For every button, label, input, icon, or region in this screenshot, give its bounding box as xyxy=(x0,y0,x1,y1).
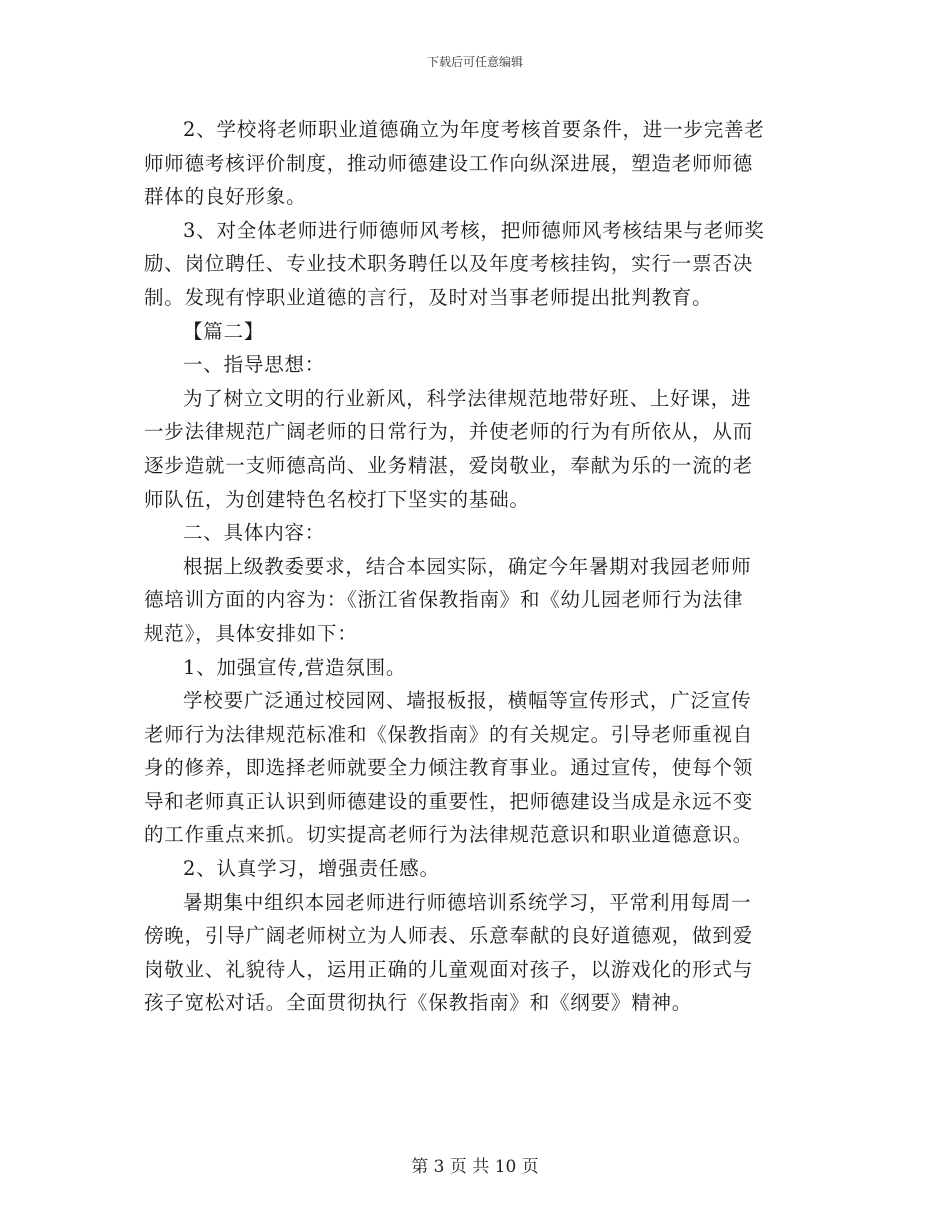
section-heading-part-two: 【篇二】 xyxy=(183,319,265,343)
paragraph-study: 暑期集中组织本园老师进行师德培训系统学习，平常利用每周一 傍晚，引导广阔老师树立为人师表、乐意奉献的良好道德观，做到爱 岗敬业、礼貌待人，运用正确的儿童观面对孩子，以游戏化的形式与 孩子宽松对话。全面贯彻执行《保教指南》和《纲要》精神。 xyxy=(144,890,754,1015)
document-body xyxy=(144,113,809,1020)
item-heading-promotion: 1、加强宣传,营造氛围。 xyxy=(183,655,407,679)
item-heading-study: 2、认真学习，增强责任感。 xyxy=(183,857,440,881)
download-note: 下载后可任意编辑 xyxy=(426,55,523,69)
page-indicator: 第 3 页 共 10 页 xyxy=(411,1157,539,1177)
paragraph-training-content: 根据上级教委要求，结合本园实际，确定今年暑期对我园老师师 德培训方面的内容为：《浙江省保教指南》和《幼儿园老师行为法律 规范》，具体安排如下： xyxy=(144,554,752,645)
subheading-specific-content: 二、具体内容： xyxy=(183,521,326,545)
subheading-guiding-thought: 一、指导思想： xyxy=(183,353,326,377)
paragraph-guiding-thought: 为了树立文明的行业新风，科学法律规范地带好班、上好课，进 一步法律规范广阔老师的日常行为，并使老师的行为有所依从，从而 逐步造就一支师德高尚、业务精湛，爱岗敬业，奉献为乐的一流的老 师队伍，为创建特色名校打下坚实的基础。 xyxy=(144,386,754,511)
paragraph-teacher-ethics-assessment: 2、学校将老师职业道德确立为年度考核首要条件，进一步完善老 师师德考核评价制度，推动师德建设工作向纵深进展，塑造老师师德 群体的良好形象。 xyxy=(144,118,765,209)
paragraph-promotion: 学校要广泛通过校园网、墙报板报，横幅等宣传形式，广泛宣传 老师行为法律规范标准和《保教指南》的有关规定。引导老师重视自 身的修养，即选择老师就要全力倾注教育事业。通过宣传，使每个领 导和老师真正认识到师德建设的重要性，把师德建设当成是永远不变 的工作重点来抓。切实提高老师行为法律规范意识和职业道德意识。 xyxy=(144,689,754,847)
paragraph-ethics-evaluation: 3、对全体老师进行师德师风考核，把师德师风考核结果与老师奖 励、岗位聘任、专业技术职务聘任以及年度考核挂钩，实行一票否决 制。发现有悖职业道德的言行，及时对当事老师提出批判教育。 xyxy=(144,218,765,309)
